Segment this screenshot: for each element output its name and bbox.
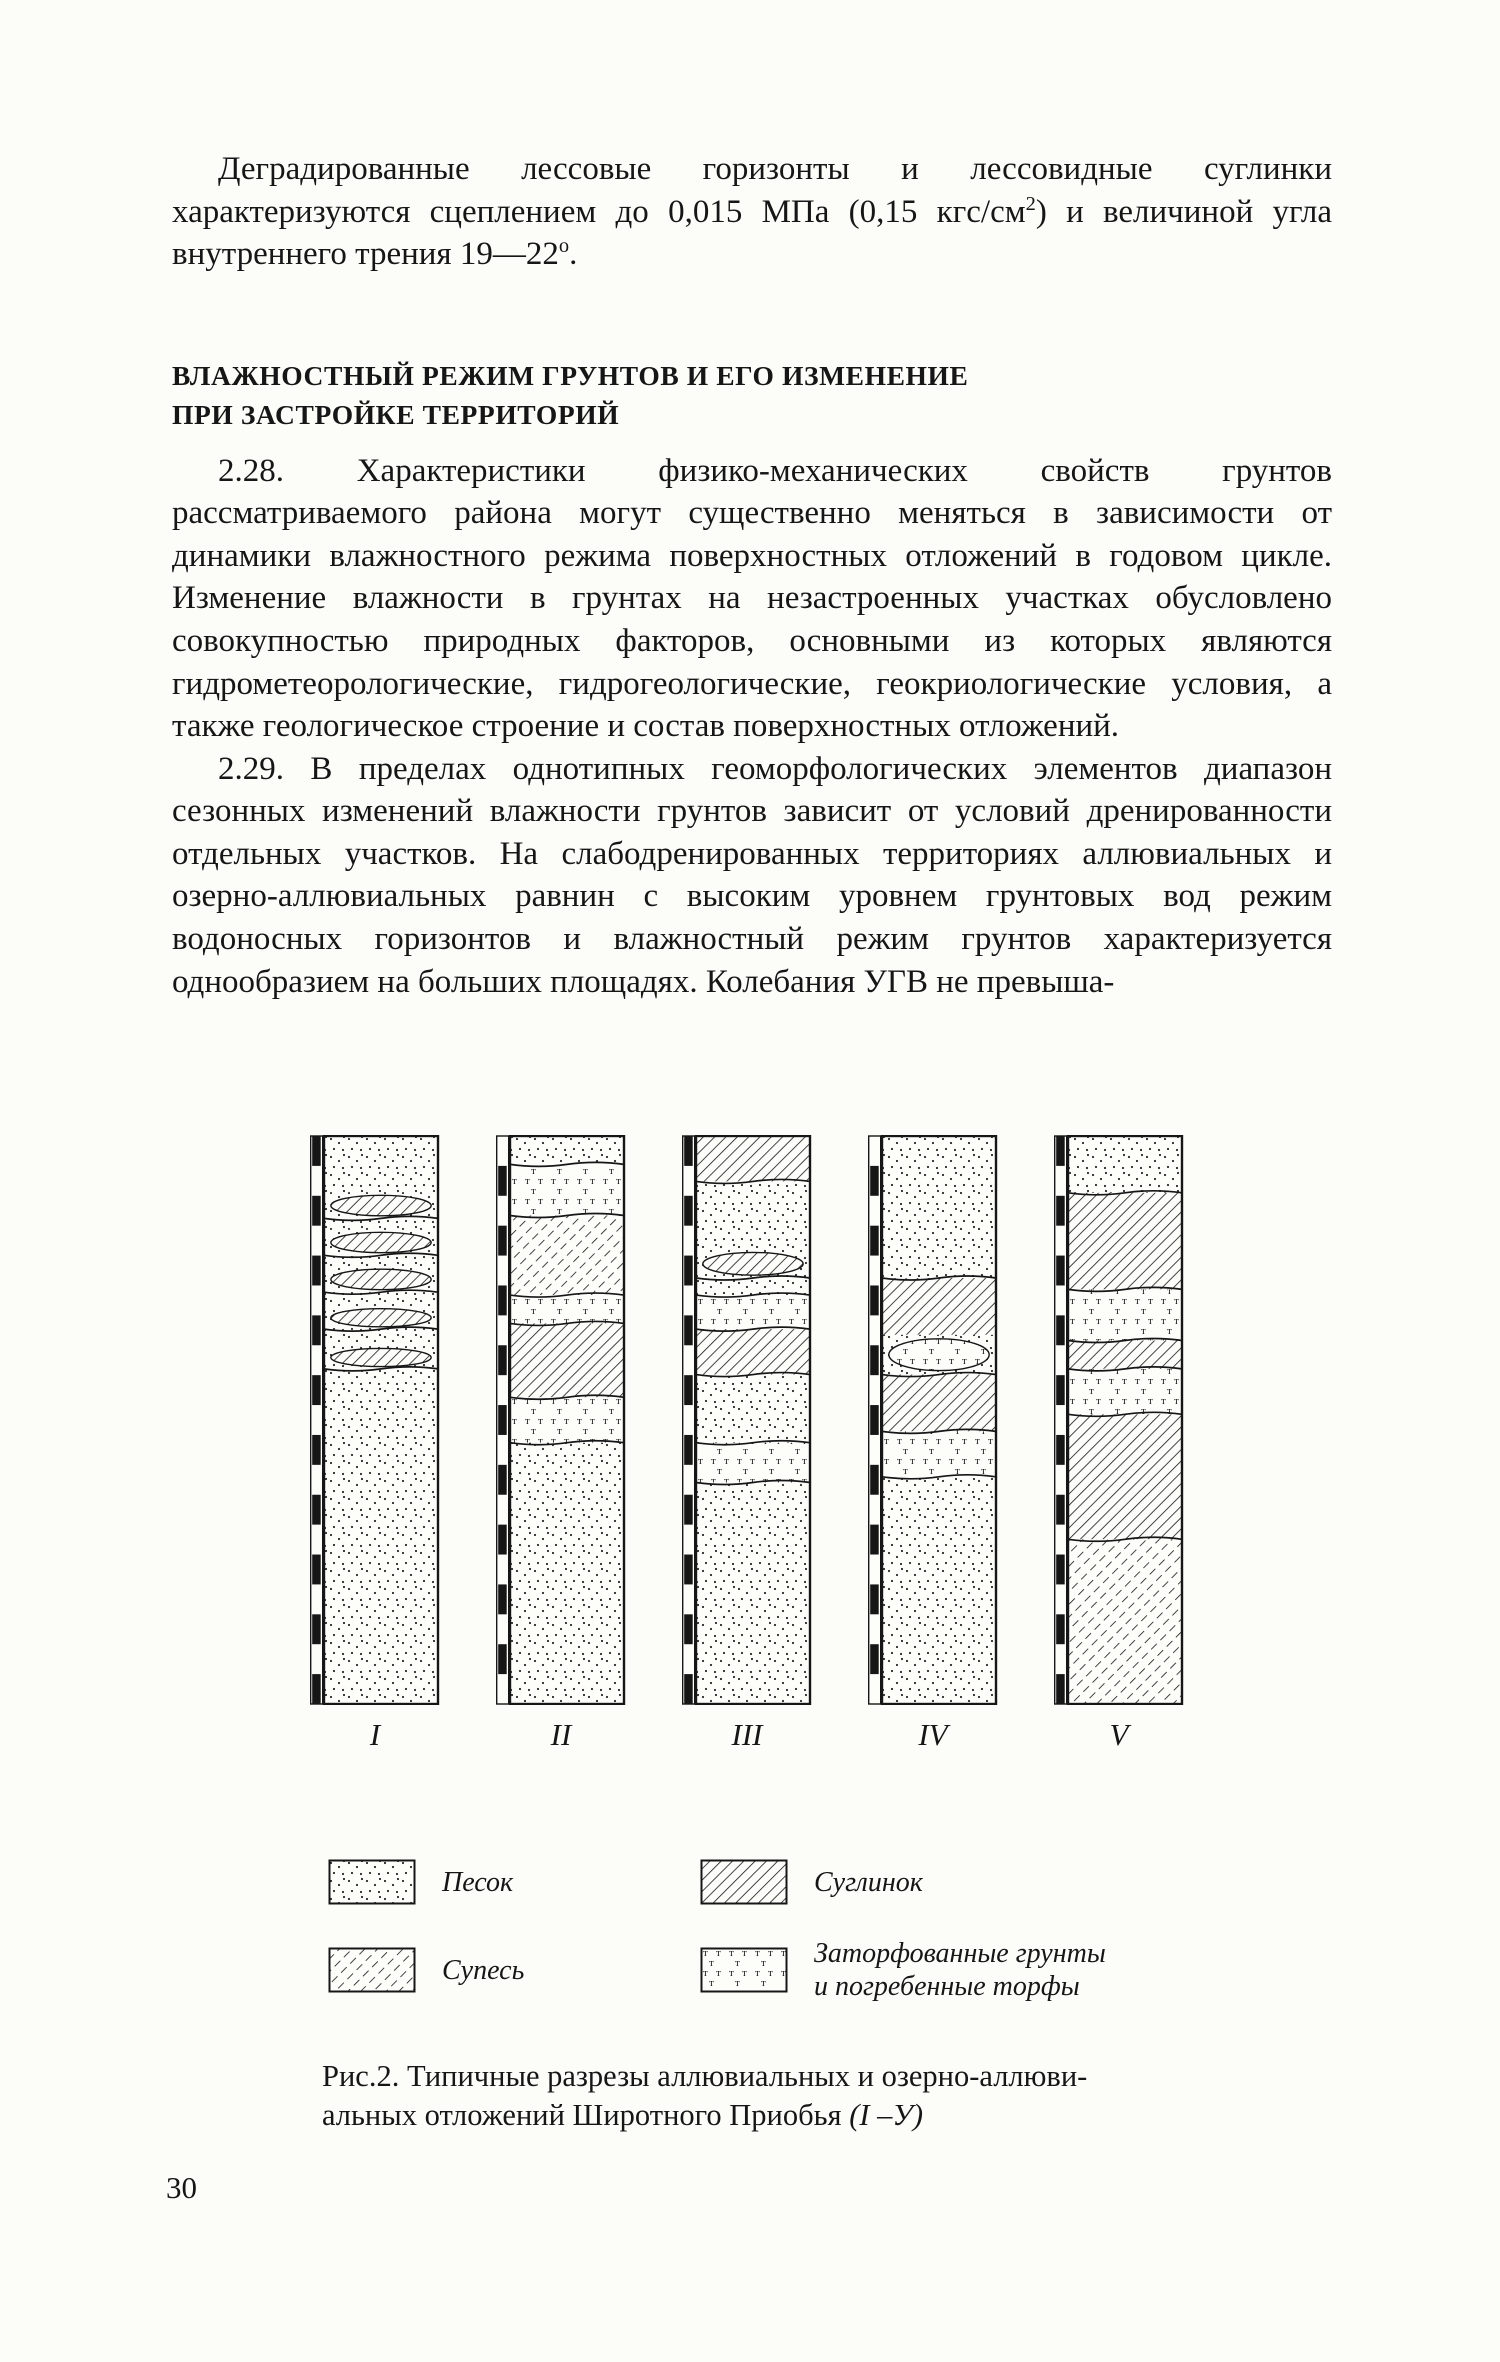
legend-item-supes (328, 1947, 700, 1993)
intro-superscript-2: 2 (1025, 192, 1036, 215)
geo-column-label-III: III (731, 1717, 763, 1753)
legend-label-suglinok: Суглинок (814, 1866, 923, 1898)
caption-line-2-text: альных отложений Широтного Приобья (322, 2098, 850, 2133)
caption-line-1: Рис.2. Типичные разрезы аллювиальных и озерно-аллюви- (322, 2059, 1088, 2094)
caption-range: (I –У) (849, 2098, 924, 2133)
paragraph-2-29: 2.29. В пределах однотипных геоморфологических элементов диапазон сезонных изменений влажности грунтов зависит от условий дренированности отдельных участков. На слабодренированных территориях аллювиальных и озерно-аллювиальных равнин с высоким уровнем грунтовых вод режим водоносных горизонтов и влажностный режим грунтов характеризуется однообразием на больших площадях. Колебания УГВ не превыша- (172, 750, 1332, 1000)
geo-column-I (310, 1135, 440, 1705)
geo-columns (310, 1135, 1332, 1705)
legend-label-peat: Заторфованные грунты и погребенные торфы (814, 1938, 1106, 2003)
legend-swatch-peat (700, 1947, 788, 1993)
section-heading-line2: ПРИ ЗАСТРОЙКЕ ТЕРРИТОРИЙ (172, 398, 620, 430)
intro-text-2: ) и величиной угла внутреннего трения 19—22 (172, 193, 1332, 273)
geo-column-label-V: V (1109, 1717, 1129, 1753)
intro-text-1: Деградированные лессовые горизонты и лессовидные суглинки характеризуются сцеплением до 0,015 МПа (0,15 кгс/см (172, 151, 1332, 230)
geo-column-III (682, 1135, 812, 1705)
figure-caption (322, 2057, 1332, 2135)
page-number: 30 (166, 2170, 197, 2205)
geo-column-II (496, 1135, 626, 1705)
section-heading-line1: ВЛАЖНОСТНЫЙ РЕЖИМ ГРУНТОВ И ЕГО ИЗМЕНЕНИЕ (172, 359, 969, 391)
geo-column-label-II: II (550, 1717, 572, 1753)
geo-column-labels (310, 1717, 1332, 1753)
legend-item-peat (700, 1937, 1332, 2003)
legend-label-sand: Песок (442, 1866, 514, 1898)
legend-label-supes: Супесь (442, 1954, 525, 1986)
section-heading (172, 356, 1332, 434)
legend-swatch-sand (328, 1859, 416, 1905)
geo-column-label-I: I (369, 1717, 381, 1753)
figure-2 (172, 1135, 1332, 2135)
intro-text-3: . (569, 236, 578, 273)
legend-swatch-suglinok (700, 1859, 788, 1905)
legend-swatch-supes (328, 1947, 416, 1993)
intro-paragraph (172, 148, 1332, 276)
geo-column-IV (868, 1135, 998, 1705)
intro-superscript-degree: о (558, 235, 570, 258)
figure-legend (328, 1859, 1332, 2003)
geo-column-label-IV: IV (918, 1717, 948, 1753)
caption-line-2 (322, 2096, 1332, 2135)
geo-column-V (1054, 1135, 1184, 1705)
legend-item-sand (328, 1859, 700, 1905)
paragraph-2-28: 2.28. Характеристики физико-механических свойств грунтов рассматриваемого района могут существенно меняться в зависимости от динамики влажностного режима поверхностных отложений в годовом цикле. Изменение влажности в грунтах на незастроенных участках обусловлено совокупностью природных факторов, основными из которых являются гидрометеорологические, гидрогеологические, геокриологические условия, а также геологическое строение и состав поверхностных отложений. (172, 452, 1332, 745)
legend-item-suglinok (700, 1859, 1332, 1905)
